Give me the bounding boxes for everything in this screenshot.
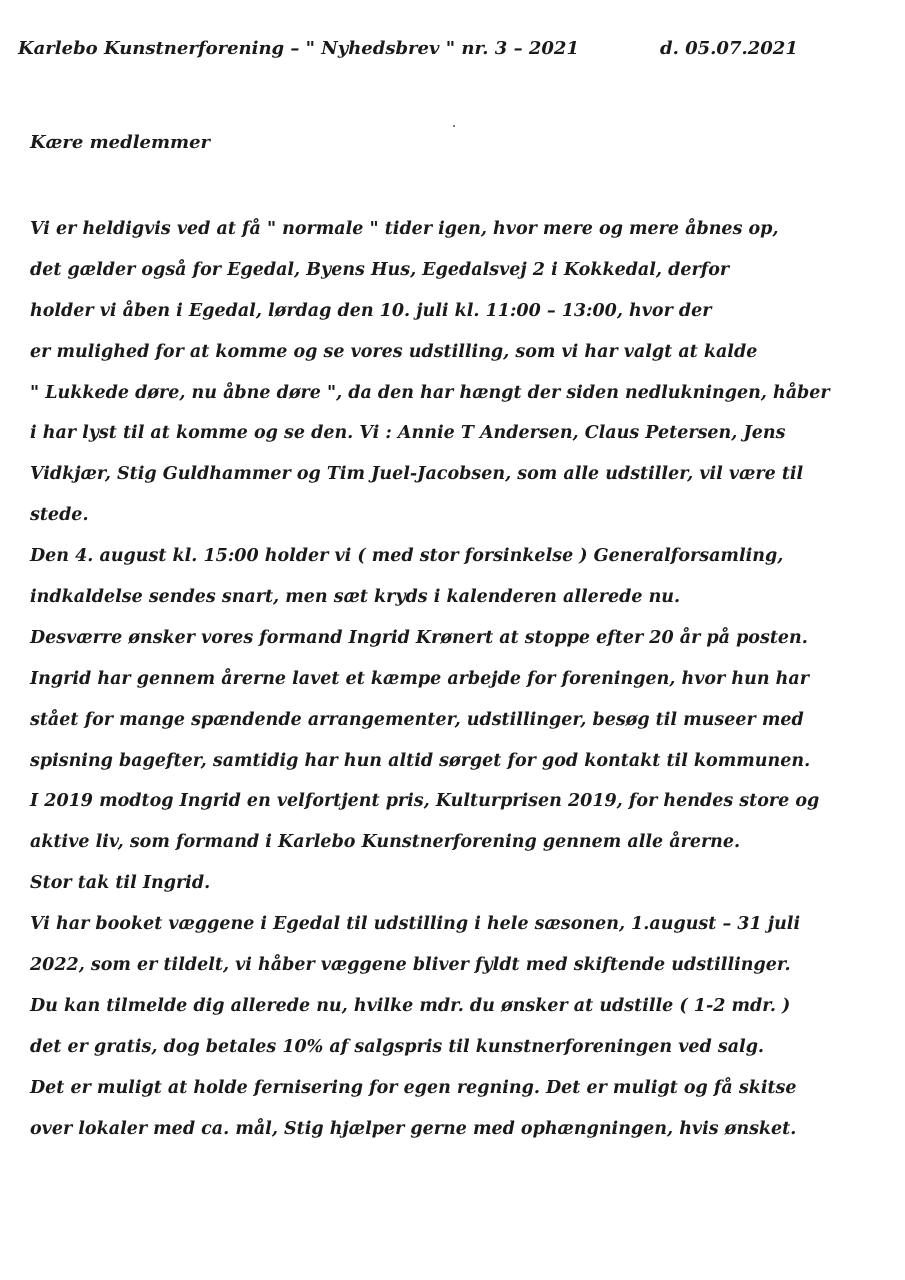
- body-line: spisning bagefter, samtidig har hun altid sørget for god kontakt til kommunen.: [30, 750, 811, 771]
- body-line: over lokaler med ca. mål, Stig hjælper gerne med ophængningen, hvis ønsket.: [30, 1118, 797, 1139]
- newsletter-title: Karlebo Kunstnerforening – " Nyhedsbrev " nr. 3 – 2021: [18, 38, 579, 59]
- body-line: Det er muligt at holde fernisering for egen regning. Det er muligt og få skitse: [30, 1077, 797, 1098]
- body-line: " Lukkede døre, nu åbne døre ", da den har hængt der siden nedlukningen, håber: [30, 382, 830, 403]
- body-line: Stor tak til Ingrid.: [30, 873, 211, 894]
- body-line: Vi har booket væggene i Egedal til udstilling i hele sæsonen, 1.august – 31 juli: [30, 914, 801, 935]
- body-line: er mulighed for at komme og se vores udstilling, som vi har valgt at kalde: [30, 341, 758, 362]
- paper-speck: [453, 125, 455, 127]
- letter-body: [30, 209, 850, 1149]
- body-line: aktive liv, som formand i Karlebo Kunstnerforening gennem alle årerne.: [30, 832, 741, 853]
- body-line: det er gratis, dog betales 10% af salgspris til kunstnerforeningen ved salg.: [30, 1036, 765, 1057]
- body-line: I 2019 modtog Ingrid en velfortjent pris, Kulturprisen 2019, for hendes store og: [30, 791, 820, 812]
- body-line: indkaldelse sendes snart, men sæt kryds i kalenderen allerede nu.: [30, 587, 681, 608]
- body-line: Ingrid har gennem årerne lavet et kæmpe arbejde for foreningen, hvor hun har: [30, 668, 809, 689]
- body-line: Den 4. august kl. 15:00 holder vi ( med stor forsinkelse ) Generalforsamling,: [30, 546, 784, 567]
- body-line: Vidkjær, Stig Guldhammer og Tim Juel-Jacobsen, som alle udstiller, vil være til: [30, 464, 804, 485]
- body-line: Du kan tilmelde dig allerede nu, hvilke mdr. du ønsker at udstille ( 1-2 mdr. ): [30, 995, 791, 1016]
- body-line: stede.: [30, 505, 89, 526]
- body-line: holder vi åben i Egedal, lørdag den 10. juli kl. 11:00 – 13:00, hvor der: [30, 300, 712, 321]
- body-line: Vi er heldigvis ved at få " normale " tider igen, hvor mere og mere åbnes op,: [30, 219, 779, 239]
- salutation: Kære medlemmer: [30, 132, 211, 153]
- letter-header: [18, 38, 888, 68]
- letter-date: d. 05.07.2021: [660, 38, 798, 59]
- body-line: det gælder også for Egedal, Byens Hus, Egedalsvej 2 i Kokkedal, derfor: [30, 259, 730, 280]
- body-line: 2022, som er tildelt, vi håber væggene bliver fyldt med skiftende udstillinger.: [30, 955, 791, 976]
- body-line: stået for mange spændende arrangementer, udstillinger, besøg til museer med: [30, 709, 804, 730]
- body-line: i har lyst til at komme og se den. Vi : Annie T Andersen, Claus Petersen, Jens: [30, 423, 786, 444]
- body-line: Desværre ønsker vores formand Ingrid Krønert at stoppe efter 20 år på posten.: [30, 627, 808, 648]
